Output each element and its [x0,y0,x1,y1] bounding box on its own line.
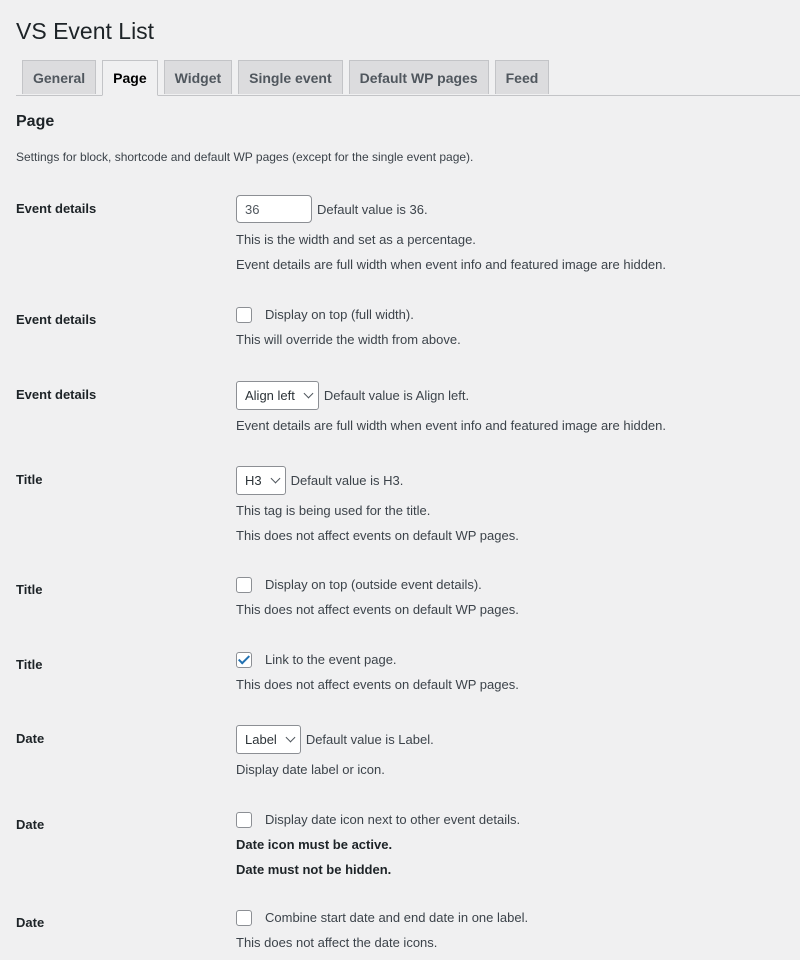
chevron-down-icon [270,473,280,483]
description: This will override the width from above. [236,332,461,347]
checkbox[interactable] [236,812,252,828]
tab-general[interactable]: General [22,60,96,94]
date-icon-checkbox[interactable] [236,807,520,832]
setting-label: Title [16,582,43,597]
tab-page[interactable]: Page [102,60,157,96]
setting-label: Date [16,915,45,930]
description: Event details are full width when event info and featured image are hidden. [236,257,666,272]
description: This does not affect events on default WP pages. [236,677,519,692]
description: This does not affect the date icons. [236,935,438,950]
checkbox[interactable] [236,307,252,323]
tab-feed[interactable]: Feed [495,60,550,94]
setting-label: Date [16,817,45,832]
checkbox-checked[interactable] [236,652,252,668]
combine-dates-checkbox[interactable] [236,905,528,930]
description: Display date label or icon. [236,762,385,777]
select-value: H3 [245,472,262,488]
checkbox-label[interactable]: Display on top (outside event details). [265,577,482,592]
checkbox[interactable] [236,577,252,593]
event-details-width-input[interactable] [236,195,312,223]
chevron-down-icon [285,732,295,742]
default-note: Default value is Label. [305,731,434,747]
tab-widget[interactable]: Widget [164,60,233,94]
section-intro: Settings for block, shortcode and default WP pages (except for the single event page). [16,150,474,164]
warning-text: Date must not be hidden. [236,862,392,877]
page-title: VS Event List [16,18,155,44]
tab-default-wp-pages[interactable]: Default WP pages [349,60,489,94]
select-value: Label [245,731,277,747]
title-tag-select[interactable] [236,466,286,495]
title-on-top-checkbox[interactable] [236,572,519,597]
section-title: Page [16,113,55,130]
link-to-event-checkbox[interactable] [236,647,519,672]
display-on-top-checkbox[interactable] [236,302,461,327]
default-note: Default value is H3. [290,472,404,488]
checkbox-label[interactable]: Link to the event page. [265,652,397,667]
checkbox-label[interactable]: Combine start date and end date in one label. [265,910,529,925]
setting-label: Date [16,731,45,746]
description: This does not affect events on default WP pages. [236,602,519,617]
description: This does not affect events on default WP pages. [236,528,519,543]
chevron-down-icon [303,388,313,398]
description: Event details are full width when event info and featured image are hidden. [236,418,666,433]
tab-bar [16,60,800,96]
checkbox[interactable] [236,910,252,926]
checkbox-label[interactable]: Display on top (full width). [265,307,414,322]
date-format-select[interactable] [236,725,301,754]
setting-label: Title [16,472,43,487]
description: This is the width and set as a percentage. [236,232,476,247]
warning-text: Date icon must be active. [236,837,393,852]
select-value: Align left [245,387,295,403]
setting-label: Event details [16,201,97,216]
setting-label: Event details [16,312,97,327]
setting-label: Event details [16,387,97,402]
default-note: Default value is Align left. [323,387,470,403]
setting-label: Title [16,657,43,672]
checkbox-label[interactable]: Display date icon next to other event details. [265,812,521,827]
alignment-select[interactable] [236,381,319,410]
default-note: Default value is 36. [317,201,428,217]
description: This tag is being used for the title. [236,503,431,518]
tab-single-event[interactable]: Single event [238,60,342,94]
